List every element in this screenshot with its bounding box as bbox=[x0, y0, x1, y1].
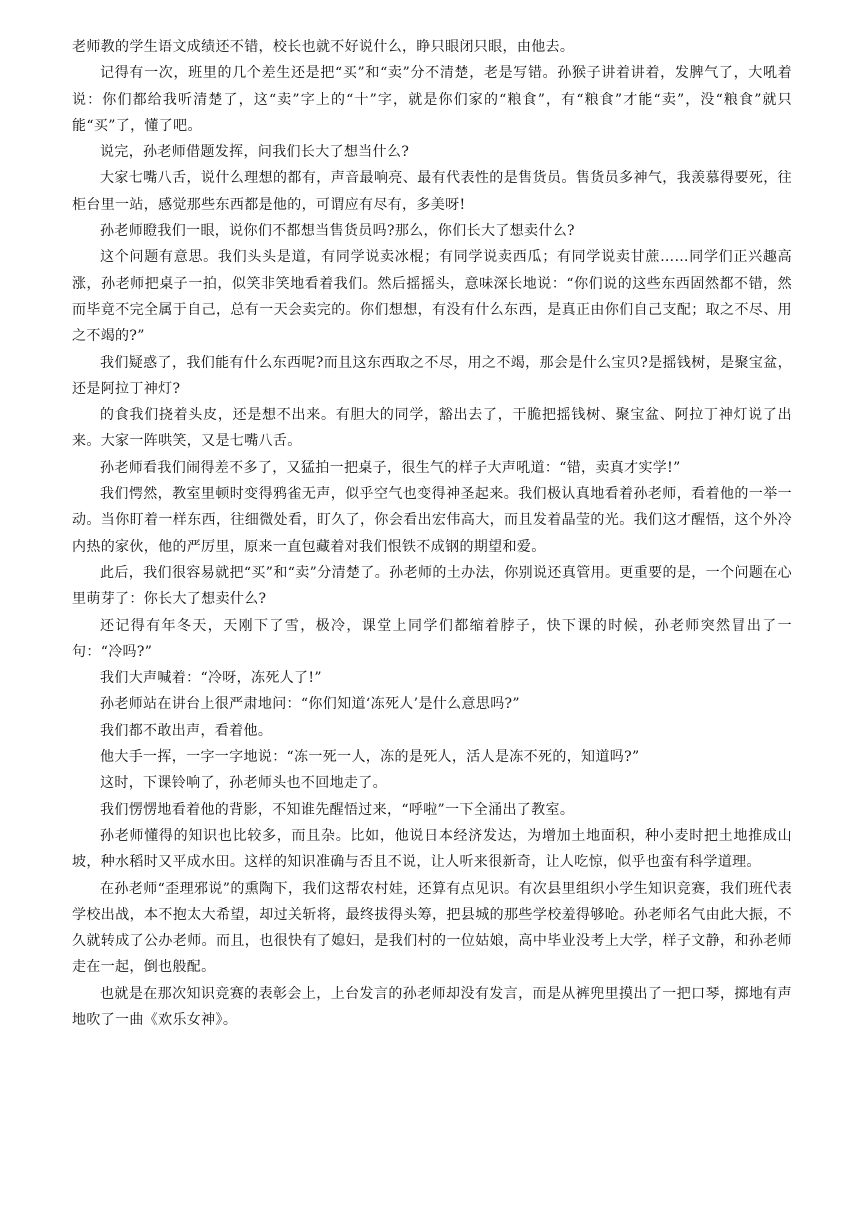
paragraph: 也就是在那次知识竞赛的表彰会上，上台发言的孙老师却没有发言，而是从裤兜里摸出了一把口琴，掷地有声地吹了一曲《欢乐女神》。 bbox=[72, 985, 792, 1028]
paragraph: 孙老师站在讲台上很严肃地问：“你们知道‘冻死人’是什么意思吗?” bbox=[100, 696, 520, 713]
paragraph: 老师教的学生语文成绩还不错，校长也就不好说什么，睁只眼闭只眼，由他去。 bbox=[72, 39, 575, 55]
paragraph: 此后，我们很容易就把“买”和“卖”分清楚了。孙老师的土办法，你别说还真管用。更重要的是，一个问题在心里萌芽了：你长大了想卖什么? bbox=[72, 564, 792, 608]
paragraph: 这个问题有意思。我们头头是道，有同学说卖冰棍；有同学说卖西瓜；有同学说卖甘蔗……同学们正兴趣高涨，孙老师把桌子一拍，似笑非笑地看着我们。然后摇摇头，意味深长地说：“你们说的这些东西固然都不错，然而毕竟不完全属于自己，总有一天会卖完的。你们想想，有没有什么东西，是真正由你们自己支配；取之不尽、用之不竭的?” bbox=[72, 249, 792, 345]
paragraph: 他大手一挥，一字一字地说：“冻一死一人，冻的是死人，活人是冻不死的，知道吗?” bbox=[100, 749, 640, 766]
paragraph: 我们大声喊着：“冷呀，冻死人了!” bbox=[100, 670, 322, 687]
paragraph: 孙老师看我们闹得差不多了，又猛拍一把桌子，很生气的样子大声吼道：“错，卖真才实学!” bbox=[100, 459, 681, 476]
paragraph: 的食我们挠着头皮，还是想不出来。有胆大的同学，豁出去了，干脆把摇钱树、聚宝盆、阿拉丁神灯说了出来。大家一阵哄笑，又是七嘴八舌。 bbox=[72, 407, 792, 450]
paragraph: 记得有一次，班里的几个差生还是把“买”和“卖”分不清楚，老是写错。孙猴子讲着讲着，发脾气了，大吼着说：你们都给我听清楚了，这“卖”字上的“十”字，就是你们家的“粮食”，有“粮食”才能“卖”，没“粮食”就只能“买”了，懂了吧。 bbox=[72, 65, 792, 134]
paragraph: 大家七嘴八舌，说什么理想的都有，声音最响亮、最有代表性的是售货员。售货员多神气，我羡慕得要死，往柜台里一站，感觉那些东西都是他的，可谓应有尽有，多美呀! bbox=[72, 170, 792, 213]
paragraph: 我们疑惑了，我们能有什么东西呢?而且这东西取之不尽，用之不竭，那会是什么宝贝?是摇钱树，是聚宝盆，还是阿拉丁神灯? bbox=[72, 354, 792, 397]
paragraph: 我们愕然，教室里顿时变得鸦雀无声，似乎空气也变得神圣起来。我们极认真地看着孙老师，看着他的一举一动。当你盯着一样东西，往细微处看，盯久了，你会看出宏伟高大，而且发着晶莹的光。我们这才醒悟，这个外冷内热的家伙，他的严厉里，原来一直包藏着对我们恨铁不成钢的期望和爱。 bbox=[72, 486, 792, 555]
paragraph: 还记得有年冬天，天刚下了雪，极冷，课堂上同学们都缩着脖子，快下课的时候，孙老师突然冒出了一句：“冷吗?” bbox=[72, 617, 792, 660]
document-body bbox=[72, 34, 792, 1033]
paragraph: 这时，下课铃响了，孙老师头也不回地走了。 bbox=[100, 775, 387, 792]
paragraph: 在孙老师“歪理邪说”的熏陶下，我们这帮农村娃，还算有点见识。有次县里组织小学生知识竞赛，我们班代表学校出战，本不抱太大希望，却过关斩将，最终拔得头筹，把县城的那些学校羞得够呛。孙老师名气由此大振，不久就转成了公办老师。而且，也很快有了媳妇，是我们村的一位姑娘，高中毕业没考上大学，样子文静，和孙老师走在一起，倒也般配。 bbox=[72, 880, 792, 976]
paragraph: 孙老师懂得的知识也比较多，而且杂。比如，他说日本经济发达，为增加土地面积，种小麦时把土地推成山坡，种水稻时又平成水田。这样的知识准确与否且不说，让人听来很新奇，让人吃惊，似乎也蛮有科学道理。 bbox=[72, 827, 792, 871]
paragraph: 说完，孙老师借题发挥，问我们长大了想当什么? bbox=[100, 144, 410, 161]
paragraph: 我们都不敢出声，看着他。 bbox=[100, 722, 273, 739]
paragraph: 孙老师瞪我们一眼，说你们不都想当售货员吗?那么，你们长大了想卖什么? bbox=[100, 223, 575, 240]
paragraph: 我们愣愣地看着他的背影，不知谁先醒悟过来，“呼啦”一下全涌出了教室。 bbox=[100, 801, 575, 818]
